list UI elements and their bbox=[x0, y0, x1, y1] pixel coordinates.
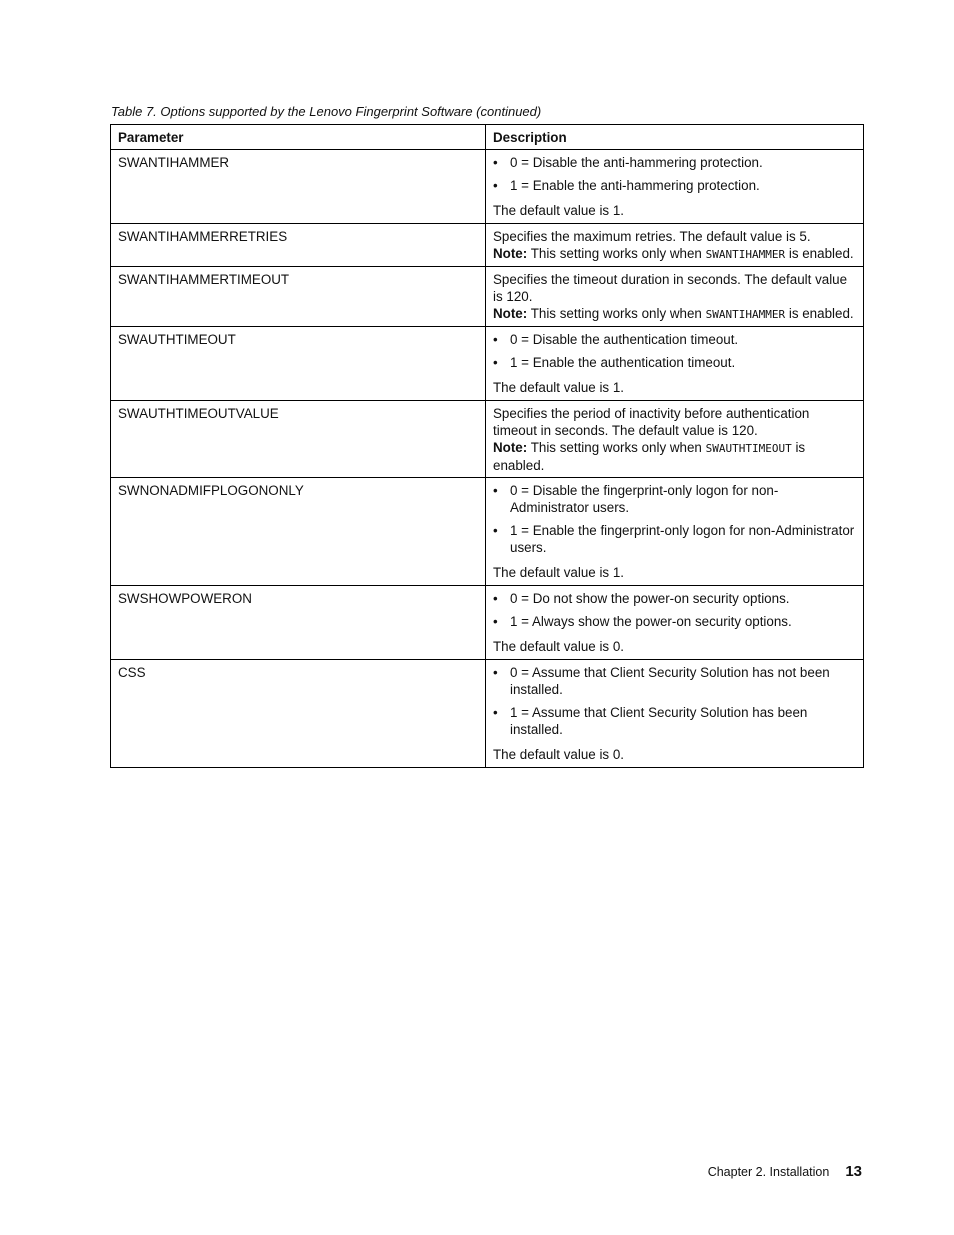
option-item bbox=[493, 482, 856, 516]
option-item bbox=[493, 613, 856, 630]
bullet-icon: • bbox=[493, 355, 498, 370]
description-text: Specifies the maximum retries. The default value is 5. bbox=[493, 229, 811, 244]
bullet-icon: • bbox=[493, 483, 498, 498]
note-code: SWANTIHAMMER bbox=[705, 308, 786, 321]
table-row bbox=[111, 586, 864, 660]
parameter-cell bbox=[111, 586, 486, 660]
parameter-cell bbox=[111, 327, 486, 401]
parameter-cell bbox=[111, 478, 486, 586]
page-footer bbox=[708, 1163, 862, 1181]
option-item bbox=[493, 331, 856, 348]
note-text: This setting works only when bbox=[530, 440, 702, 455]
option-item bbox=[493, 522, 856, 556]
parameter-name: SWSHOWPOWERON bbox=[118, 591, 252, 606]
table-row bbox=[111, 150, 864, 224]
default-value: The default value is 1. bbox=[493, 565, 625, 580]
note-code: SWAUTHTIMEOUT bbox=[705, 442, 792, 455]
default-value: The default value is 1. bbox=[493, 203, 625, 218]
page-number: 13 bbox=[845, 1163, 862, 1180]
description-header: Description bbox=[486, 125, 864, 150]
option-list bbox=[493, 154, 856, 194]
option-text: 1 = Enable the anti-hammering protection. bbox=[510, 178, 760, 193]
bullet-icon: • bbox=[493, 665, 498, 680]
parameter-cell bbox=[111, 150, 486, 224]
table-row bbox=[111, 224, 864, 267]
table-caption: Table 7. Options supported by the Lenovo Fingerprint Software (continued) bbox=[111, 104, 542, 119]
bullet-icon: • bbox=[493, 332, 498, 347]
option-text: 0 = Disable the authentication timeout. bbox=[510, 332, 739, 347]
note-text: is enabled. bbox=[788, 246, 854, 261]
table-row bbox=[111, 401, 864, 478]
parameter-name: SWNONADMIFPLOGONONLY bbox=[118, 483, 304, 498]
table-row bbox=[111, 327, 864, 401]
option-list bbox=[493, 590, 856, 630]
chapter-label: Chapter 2. Installation bbox=[707, 1165, 830, 1179]
bullet-icon: • bbox=[493, 178, 498, 193]
note bbox=[493, 305, 856, 323]
note bbox=[493, 439, 856, 474]
option-item bbox=[493, 177, 856, 194]
description-cell bbox=[486, 150, 864, 224]
note-label: Note: bbox=[493, 306, 528, 321]
option-item bbox=[493, 354, 856, 371]
option-text: 1 = Assume that Client Security Solution has been installed. bbox=[510, 705, 808, 737]
option-item bbox=[493, 664, 856, 698]
option-text: 1 = Enable the fingerprint-only logon for non-Administrator users. bbox=[510, 523, 855, 555]
note-code: SWANTIHAMMER bbox=[705, 248, 786, 261]
note bbox=[493, 245, 856, 263]
table-header-row bbox=[111, 125, 864, 150]
description-text: Specifies the timeout duration in seconds. The default value is 120. bbox=[493, 272, 848, 304]
option-text: 0 = Assume that Client Security Solution has not been installed. bbox=[510, 665, 830, 697]
description-cell bbox=[486, 327, 864, 401]
note-label: Note: bbox=[493, 246, 528, 261]
parameter-cell bbox=[111, 660, 486, 768]
description-cell bbox=[486, 267, 864, 327]
table-row bbox=[111, 660, 864, 768]
option-text: 0 = Disable the anti-hammering protection. bbox=[510, 155, 763, 170]
bullet-icon: • bbox=[493, 705, 498, 720]
option-text: 0 = Do not show the power-on security options. bbox=[510, 591, 790, 606]
description-cell bbox=[486, 478, 864, 586]
table-row bbox=[111, 478, 864, 586]
parameter-name: CSS bbox=[118, 665, 146, 680]
table-row bbox=[111, 267, 864, 327]
default-value: The default value is 0. bbox=[493, 747, 625, 762]
option-text: 0 = Disable the fingerprint-only logon for non-Administrator users. bbox=[510, 483, 779, 515]
parameter-cell bbox=[111, 401, 486, 478]
parameter-cell bbox=[111, 224, 486, 267]
description-text: Specifies the period of inactivity before authentication timeout in seconds. The default value is 120. bbox=[493, 406, 810, 438]
option-text: 1 = Enable the authentication timeout. bbox=[510, 355, 736, 370]
note-text: This setting works only when bbox=[530, 306, 702, 321]
bullet-icon: • bbox=[493, 155, 498, 170]
description-cell bbox=[486, 660, 864, 768]
option-item bbox=[493, 590, 856, 607]
parameter-name: SWAUTHTIMEOUT bbox=[118, 332, 236, 347]
option-list bbox=[493, 331, 856, 371]
option-item bbox=[493, 154, 856, 171]
option-item bbox=[493, 704, 856, 738]
parameter-header: Parameter bbox=[111, 125, 486, 150]
option-list bbox=[493, 482, 856, 556]
parameter-name: SWAUTHTIMEOUTVALUE bbox=[118, 406, 279, 421]
bullet-icon: • bbox=[493, 523, 498, 538]
note-text: This setting works only when bbox=[530, 246, 702, 261]
bullet-icon: • bbox=[493, 591, 498, 606]
note-text: is enabled. bbox=[788, 306, 854, 321]
parameter-name: SWANTIHAMMER bbox=[118, 155, 230, 170]
note-text: is enabled. bbox=[493, 440, 806, 473]
option-list bbox=[493, 664, 856, 738]
description-cell bbox=[486, 224, 864, 267]
description-cell bbox=[486, 586, 864, 660]
note-label: Note: bbox=[493, 440, 528, 455]
parameter-name: SWANTIHAMMERRETRIES bbox=[118, 229, 288, 244]
description-cell bbox=[486, 401, 864, 478]
parameter-name: SWANTIHAMMERTIMEOUT bbox=[118, 272, 290, 287]
option-text: 1 = Always show the power-on security options. bbox=[510, 614, 792, 629]
bullet-icon: • bbox=[493, 614, 498, 629]
parameter-cell bbox=[111, 267, 486, 327]
default-value: The default value is 0. bbox=[493, 639, 625, 654]
default-value: The default value is 1. bbox=[493, 380, 625, 395]
options-table bbox=[110, 124, 864, 768]
